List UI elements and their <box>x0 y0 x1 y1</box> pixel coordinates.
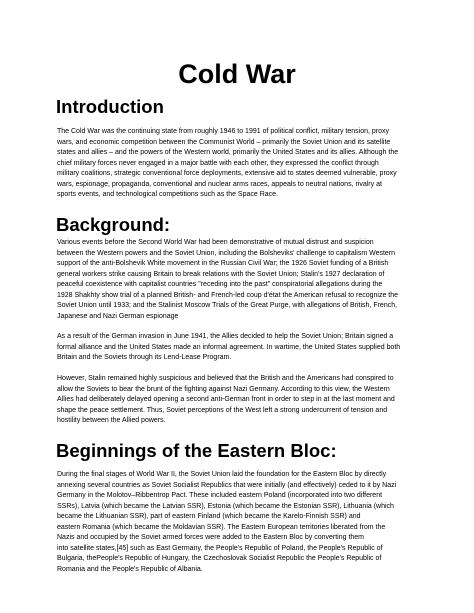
text-line: allow the Soviets to bear the brunt of the fighting against Nazi Germany. According to this view, the Western <box>57 385 390 393</box>
heading-introduction: Introduction <box>56 96 164 117</box>
text-line: states and allies – and the powers of the Western world, primarily the United States and its allies. Although the <box>57 149 399 156</box>
text-line: Germany in the Molotov–Ribbentrop Pact. These included eastern Poland (incorporated into two different <box>57 492 383 499</box>
text-line: Various events before the Second World War had been demonstrative of mutual distrust and suspicion <box>57 239 374 246</box>
text-line: The Cold War was the continuing state from roughly 1946 to 1991 of political conflict, military tension, proxy <box>57 128 390 135</box>
text-line: shape the peace settlement. Thus, Soviet perceptions of the West left a strong undercurrent of tension and <box>57 406 388 414</box>
text-line: formal alliance and the United States made an informal agreement. In wartime, the United States supplied both <box>57 343 401 351</box>
text-line: However, Stalin remained highly suspicious and believed that the British and the Americans had conspired to <box>57 375 394 382</box>
background-paragraph-1 <box>57 238 429 322</box>
background-paragraph-3 <box>57 374 429 427</box>
introduction-paragraph <box>57 127 429 201</box>
text-line: became the Lithuanian SSR), part of eastern Finland (which became the Karelo-Finnish SSR) and <box>57 513 361 520</box>
eastern-bloc-paragraph <box>57 470 429 575</box>
text-line: hostility between the Allied powers. <box>57 417 166 424</box>
text-line: Britain and the Soviets through its Lend-Lease Program. <box>57 354 232 361</box>
text-line: general workers strike causing Britain to break relations with the Soviet Union; Stalin's 1927 declaration of <box>57 270 385 278</box>
text-line: SSRs), Latvia (which became the Latvian SSR), Estonia (which became the Estonian SSR), Lithuania (which <box>57 502 394 510</box>
text-line: Japanese and Nazi German espionage <box>57 312 179 320</box>
text-line: peaceful coexistence with capitalist countries "receding into the past" conspiratorial allegations during the <box>57 281 383 288</box>
text-line: Allies had deliberately delayed opening a second anti-German front in order to step in at the last moment and <box>57 396 395 403</box>
text-line: During the final stages of World War II, the Soviet Union laid the foundation for the Eastern Bloc by directly <box>57 471 387 478</box>
text-line: As a result of the German invasion in June 1941, the Allies decided to help the Soviet Union; Britain signed a <box>57 333 394 340</box>
text-line: into satellite states,[45] such as East Germany, the People's Republic of Poland, the People's Republic of <box>57 544 383 552</box>
text-line: sports events, and technological competitions such as the Space Race. <box>57 191 279 198</box>
text-line: wars, and economic competition between the Communist World – primarily the Soviet Union and its satellite <box>57 138 391 146</box>
text-line: between the Western powers and the Soviet Union, including the Bolsheviks' challenge to capitalism Western <box>57 249 396 257</box>
text-line: Soviet Union until 1933; and the Stalinist Moscow Trials of the Great Purge, with allegations of British, French, <box>57 302 398 309</box>
text-line: support of the anti-Bolshevik White movement in the Russian Civil War; the 1926 Soviet funding of a British <box>57 260 389 267</box>
text-line: annexing several countries as Soviet Socialist Republics that were initially (and effectively) ceded to it by Nazi <box>57 481 397 489</box>
text-line: Nazis and occupied by the Soviet armed forces were added to the Eastern Bloc by converting them <box>57 534 365 541</box>
text-line: 1928 Shakhty show trial of a planned British- and French-led coup d'état the American refusal to recognize the <box>57 291 399 299</box>
text-line: military coalitions, strategic conventional force deployments, extensive aid to states deemed vulnerable, proxy <box>57 170 397 177</box>
heading-background: Background: <box>56 214 171 235</box>
text-line: wars, espionage, propaganda, conventional and nuclear arms races, appeals to neutral nations, rivalry at <box>57 180 382 188</box>
text-line: Bulgaria, thePeople's Republic of Hungary, the Czechoslovak Socialist Republic the People's Republic of <box>57 555 382 562</box>
text-line: eastern Romania (which became the Moldavian SSR). The Eastern European territories liberated from the <box>57 523 386 531</box>
document-title: Cold War <box>178 59 296 89</box>
background-paragraph-2 <box>57 332 429 364</box>
text-line: chief military forces never engaged in a major battle with each other, they expressed the conflict through <box>57 159 379 167</box>
heading-eastern-bloc: Beginnings of the Eastern Bloc: <box>56 440 337 461</box>
text-line: Romania and the People's Republic of Albania. <box>57 565 203 573</box>
